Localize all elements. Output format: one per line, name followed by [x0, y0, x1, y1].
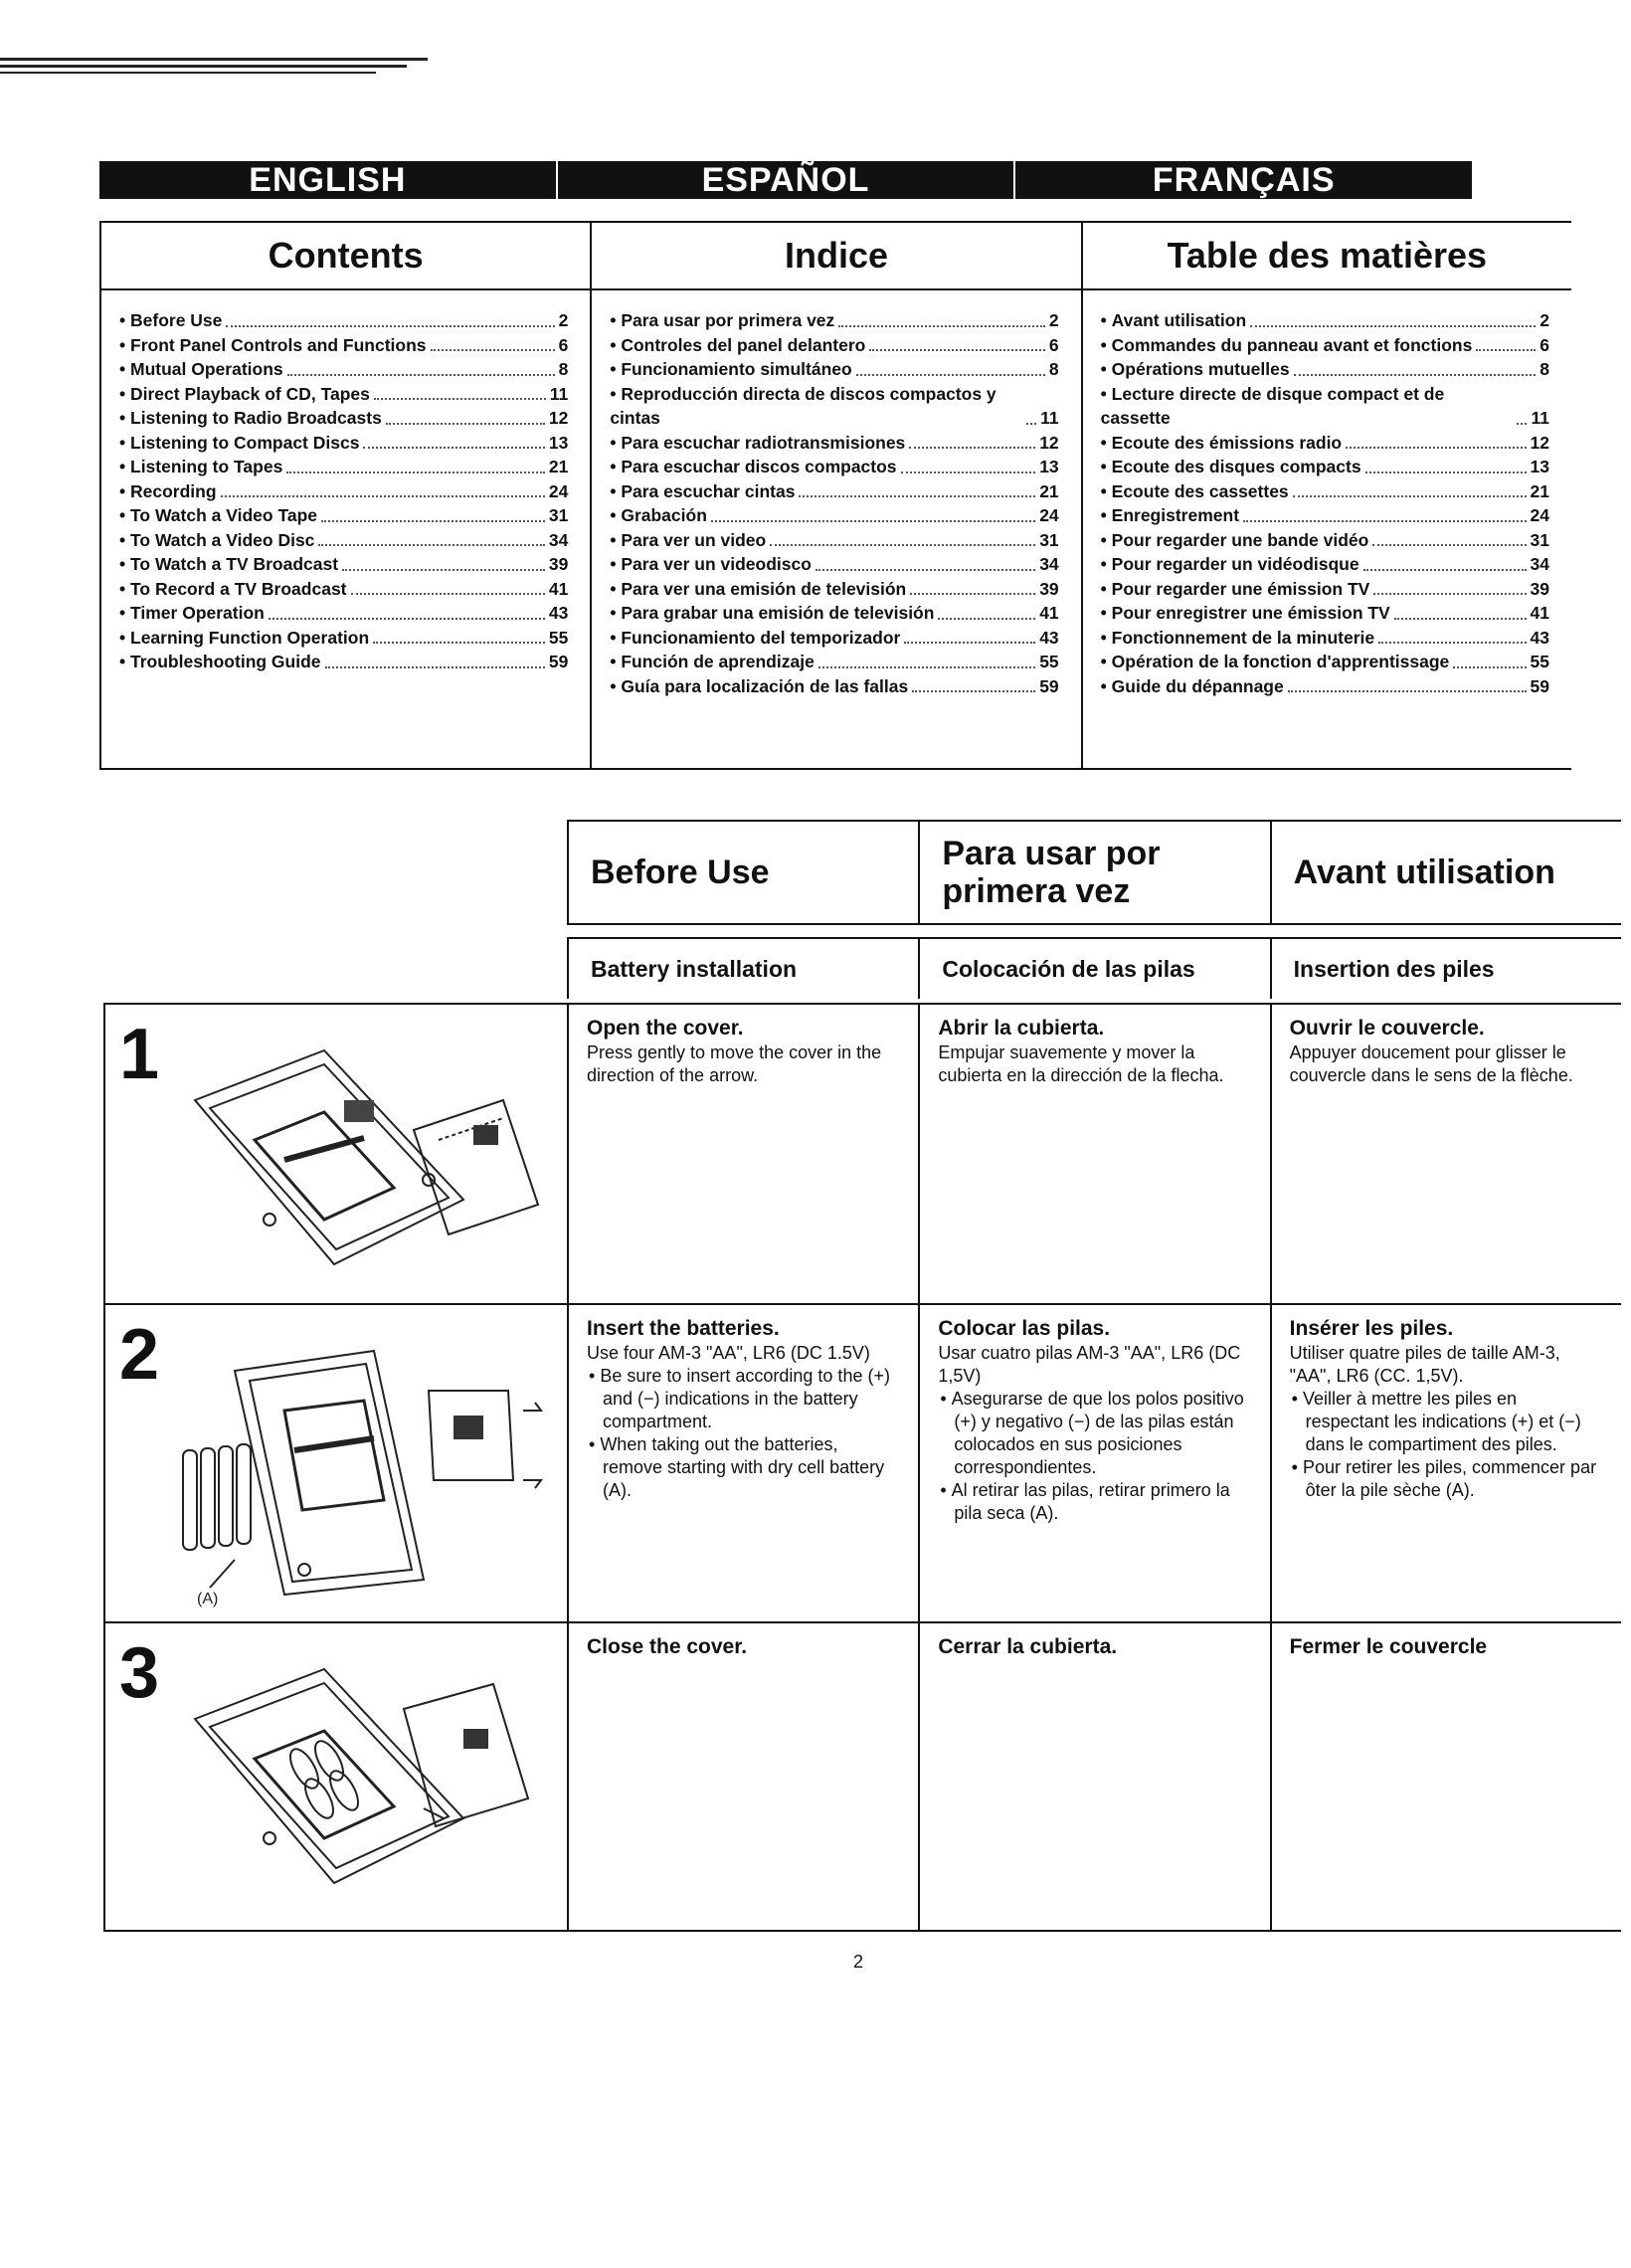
- toc-item-title: • Reproducción directa de discos compactos y cintas: [610, 382, 1022, 431]
- steps-table: [103, 1003, 1621, 1932]
- toc-item-title: • Grabación: [610, 503, 707, 528]
- toc-item: [119, 308, 568, 333]
- step-bullet: • When taking out the batteries, remove starting with dry cell battery (A).: [587, 1433, 898, 1502]
- toc-leader-dots: [342, 569, 545, 571]
- toc-item-title: • Avant utilisation: [1101, 308, 1246, 333]
- toc-item-page: 31: [1039, 529, 1059, 550]
- language-english: ENGLISH: [99, 161, 558, 199]
- toc-item-page: 12: [548, 408, 569, 428]
- toc-item-title: • Guide du dépannage: [1101, 674, 1284, 699]
- toc-item-page: 21: [1039, 480, 1059, 501]
- toc-item-page: 24: [1530, 505, 1549, 525]
- toc-item-page: 8: [1048, 359, 1059, 379]
- toc-item: [1101, 552, 1549, 577]
- battery-label: (A): [197, 1591, 219, 1607]
- toc-item-page: 11: [1531, 408, 1549, 428]
- toc-item-title: • Enregistrement: [1101, 503, 1239, 528]
- step-bullet: • Veiller à mettre les piles en respectant les indications (+) et (−) dans le compartiment des piles.: [1290, 1388, 1601, 1456]
- toc-item: [119, 626, 568, 651]
- step-title: Cerrar la cubierta.: [938, 1635, 1118, 1658]
- toc-item: [119, 650, 568, 674]
- toc-item: [119, 503, 568, 528]
- toc-item-title: • Función de aprendizaje: [610, 650, 814, 674]
- toc-item: [1101, 479, 1549, 504]
- toc-leader-dots: [1453, 666, 1526, 668]
- section-title-french: Avant utilisation: [1270, 822, 1621, 923]
- toc-item-title: • Mutual Operations: [119, 357, 283, 382]
- toc-item-page: 13: [548, 432, 569, 453]
- table-of-contents: [99, 221, 1571, 770]
- toc-item: [1101, 674, 1549, 699]
- decorative-rule: [0, 58, 428, 78]
- toc-item-title: • Lecture directe de disque compact et de cassette: [1101, 382, 1514, 431]
- toc-item-page: 34: [1530, 554, 1549, 574]
- toc-leader-dots: [1476, 349, 1536, 351]
- step-title: Colocar las pilas.: [938, 1317, 1111, 1340]
- toc-item-page: 39: [1530, 578, 1549, 599]
- toc-item-page: 34: [548, 529, 569, 550]
- toc-item: [119, 431, 568, 456]
- toc-item-page: 6: [1540, 334, 1549, 355]
- toc-item: [119, 577, 568, 602]
- toc-item: [610, 601, 1058, 626]
- toc-item-page: 31: [1530, 529, 1549, 550]
- step-bullet: • Be sure to insert according to the (+) and (−) indications in the battery compartment.: [587, 1365, 898, 1433]
- toc-leader-dots: [1394, 618, 1527, 620]
- toc-leader-dots: [221, 495, 545, 497]
- step-row: [103, 1621, 1621, 1932]
- toc-item: [1101, 601, 1549, 626]
- toc-leader-dots: [1026, 423, 1036, 425]
- toc-item-page: 39: [1039, 578, 1059, 599]
- toc-item-page: 24: [1039, 505, 1059, 525]
- toc-item-title: • To Watch a TV Broadcast: [119, 552, 338, 577]
- toc-item: [119, 552, 568, 577]
- toc-leader-dots: [286, 472, 545, 473]
- toc-item-page: 13: [1039, 457, 1059, 476]
- toc-leader-dots: [1250, 325, 1536, 327]
- toc-item: [119, 479, 568, 504]
- toc-leader-dots: [838, 325, 1045, 327]
- toc-item: [119, 382, 568, 407]
- toc-leader-dots: [287, 374, 555, 376]
- toc-item: [610, 455, 1058, 479]
- toc-item-title: • Troubleshooting Guide: [119, 650, 321, 674]
- step-col-french: [1270, 1305, 1621, 1621]
- toc-item-title: • Direct Playback of CD, Tapes: [119, 382, 370, 407]
- toc-leader-dots: [1365, 472, 1527, 473]
- toc-item-page: 55: [548, 627, 569, 648]
- toc-item-page: 55: [1039, 652, 1059, 671]
- toc-item: [610, 382, 1058, 431]
- toc-leader-dots: [1288, 690, 1527, 692]
- toc-item-page: 43: [1530, 627, 1549, 648]
- toc-item: [610, 308, 1058, 333]
- toc-item-title: • Recording: [119, 479, 217, 504]
- step-row: [103, 1003, 1621, 1303]
- toc-item: [119, 357, 568, 382]
- toc-item-page: 43: [548, 603, 569, 623]
- toc-leader-dots: [318, 544, 544, 546]
- toc-item: [1101, 503, 1549, 528]
- toc-heading: Table des matières: [1083, 223, 1571, 290]
- step-illustration: [103, 1005, 567, 1303]
- toc-item: [610, 503, 1058, 528]
- toc-item-title: • Before Use: [119, 308, 222, 333]
- toc-leader-dots: [374, 398, 546, 400]
- toc-item-page: 21: [548, 457, 569, 476]
- toc-item-title: • Learning Function Operation: [119, 626, 369, 651]
- step-title: Close the cover.: [587, 1635, 748, 1658]
- toc-item-title: • Para escuchar cintas: [610, 479, 795, 504]
- language-bar: [99, 161, 1472, 199]
- step-text: Utiliser quatre piles de taille AM-3, "AA", LR6 (CC. 1,5V).: [1289, 1343, 1560, 1386]
- toc-leader-dots: [816, 569, 1035, 571]
- toc-heading: Contents: [101, 223, 590, 290]
- step-illustration: [103, 1305, 567, 1621]
- toc-item-page: 2: [558, 310, 569, 330]
- toc-item: [119, 601, 568, 626]
- toc-leader-dots: [226, 325, 554, 327]
- toc-list: [101, 290, 590, 674]
- step-col-english: [567, 1623, 918, 1930]
- toc-item-page: 12: [1039, 432, 1059, 453]
- step-text: Appuyer doucement pour glisser le couvercle dans le sens de la flèche.: [1289, 1042, 1573, 1085]
- step-number: 1: [119, 1015, 160, 1094]
- step-title: Insert the batteries.: [587, 1317, 780, 1340]
- toc-item: [119, 528, 568, 553]
- step-bullet: • Al retirar las pilas, retirar primero la pila seca (A).: [938, 1479, 1249, 1525]
- toc-item: [610, 674, 1058, 699]
- step-title: Insérer les piles.: [1289, 1317, 1454, 1340]
- toc-leader-dots: [1243, 520, 1526, 522]
- toc-leader-dots: [901, 472, 1036, 473]
- step-text: Use four AM-3 "AA", LR6 (DC 1.5V): [587, 1343, 870, 1363]
- toc-item: [1101, 455, 1549, 479]
- toc-heading: Indice: [592, 223, 1080, 290]
- toc-leader-dots: [869, 349, 1045, 351]
- toc-list: [592, 290, 1080, 698]
- toc-item: [610, 479, 1058, 504]
- toc-item-page: 59: [1530, 675, 1549, 696]
- toc-leader-dots: [386, 423, 545, 425]
- toc-leader-dots: [910, 593, 1035, 595]
- toc-item: [1101, 626, 1549, 651]
- toc-item-page: 39: [548, 554, 569, 574]
- step-bullet: • Asegurarse de que los polos positivo (+) y negativo (−) de las pilas están colocados en sus posiciones correspondientes.: [938, 1388, 1249, 1479]
- toc-leader-dots: [321, 520, 545, 522]
- step-col-english: [567, 1305, 918, 1621]
- subsection-title-english: Battery installation: [567, 939, 918, 999]
- toc-leader-dots: [938, 618, 1035, 620]
- toc-item-title: • To Record a TV Broadcast: [119, 577, 347, 602]
- toc-leader-dots: [1346, 447, 1526, 449]
- toc-item-page: 34: [1039, 554, 1059, 574]
- toc-item: [1101, 308, 1549, 333]
- toc-item-title: • Para usar por primera vez: [610, 308, 834, 333]
- toc-item-page: 21: [1530, 480, 1549, 501]
- step-col-french: [1270, 1005, 1621, 1303]
- toc-item-title: • Pour regarder un vidéodisque: [1101, 552, 1359, 577]
- toc-item-title: • To Watch a Video Tape: [119, 503, 317, 528]
- remote-open-cover-illustration: [175, 1031, 553, 1289]
- step-col-spanish: [918, 1623, 1269, 1930]
- step-title: Abrir la cubierta.: [938, 1017, 1105, 1040]
- toc-leader-dots: [269, 618, 545, 620]
- step-illustration: [103, 1623, 567, 1930]
- toc-leader-dots: [325, 666, 545, 668]
- toc-item-page: 43: [1039, 627, 1059, 648]
- toc-list: [1083, 290, 1571, 698]
- step-col-spanish: [918, 1305, 1269, 1621]
- toc-item: [610, 577, 1058, 602]
- toc-leader-dots: [431, 349, 555, 351]
- toc-item-title: • Listening to Tapes: [119, 455, 282, 479]
- language-french: FRANÇAIS: [1152, 161, 1336, 199]
- toc-item-title: • Para ver un videodisco: [610, 552, 812, 577]
- toc-item: [610, 431, 1058, 456]
- toc-leader-dots: [363, 447, 544, 449]
- toc-item-page: 8: [558, 359, 569, 379]
- toc-item-page: 2: [1540, 310, 1549, 330]
- toc-item: [119, 406, 568, 431]
- toc-item-title: • Funcionamiento simultáneo: [610, 357, 851, 382]
- step-col-english: [567, 1005, 918, 1303]
- toc-leader-dots: [909, 447, 1035, 449]
- toc-item: [119, 333, 568, 358]
- toc-item: [1101, 577, 1549, 602]
- step-bullets: [587, 1365, 898, 1502]
- toc-item: [1101, 528, 1549, 553]
- toc-leader-dots: [1363, 569, 1527, 571]
- toc-item-title: • Para ver una emisión de televisión: [610, 577, 906, 602]
- section-title-spanish: Para usar por primera vez: [918, 822, 1269, 923]
- remote-close-cover-illustration: [175, 1649, 553, 1908]
- toc-leader-dots: [912, 690, 1035, 692]
- page-number: 2: [853, 1952, 864, 1972]
- toc-item-page: 41: [548, 578, 569, 599]
- toc-item-title: • Listening to Radio Broadcasts: [119, 406, 382, 431]
- toc-item-page: 41: [1039, 603, 1059, 623]
- subsection-title-spanish: Colocación de las pilas: [918, 939, 1269, 999]
- toc-leader-dots: [856, 374, 1045, 376]
- toc-spanish: [590, 223, 1080, 768]
- step-col-french: [1270, 1623, 1621, 1930]
- step-row: [103, 1303, 1621, 1621]
- toc-item-title: • Fonctionnement de la minuterie: [1101, 626, 1374, 651]
- step-bullets: [938, 1388, 1249, 1525]
- toc-item-title: • Para grabar una emisión de televisión: [610, 601, 934, 626]
- toc-item-title: • Pour enregistrer une émission TV: [1101, 601, 1390, 626]
- step-title: Open the cover.: [587, 1017, 744, 1040]
- toc-item-title: • Pour regarder une émission TV: [1101, 577, 1370, 602]
- toc-item-title: • Funcionamiento del temporizador: [610, 626, 900, 651]
- toc-item: [610, 650, 1058, 674]
- toc-item: [610, 333, 1058, 358]
- toc-item-page: 41: [1530, 603, 1549, 623]
- toc-item-title: • Timer Operation: [119, 601, 265, 626]
- remote-batteries-illustration: [175, 1331, 563, 1609]
- toc-item-title: • Listening to Compact Discs: [119, 431, 359, 456]
- toc-leader-dots: [1373, 593, 1526, 595]
- toc-item: [610, 552, 1058, 577]
- toc-item-page: 59: [1039, 675, 1059, 696]
- toc-leader-dots: [1378, 642, 1526, 644]
- toc-item-title: • Ecoute des disques compacts: [1101, 455, 1361, 479]
- toc-item-page: 13: [1530, 457, 1549, 476]
- step-title: Fermer le couvercle: [1289, 1635, 1488, 1658]
- toc-item-page: 12: [1530, 432, 1549, 453]
- toc-item: [610, 528, 1058, 553]
- step-number: 2: [119, 1315, 160, 1395]
- toc-english: [99, 223, 590, 768]
- toc-leader-dots: [1293, 495, 1527, 497]
- toc-item-page: 2: [1048, 310, 1059, 330]
- toc-item: [1101, 382, 1549, 431]
- toc-item-title: • Ecoute des cassettes: [1101, 479, 1289, 504]
- section-title-english: Before Use: [567, 822, 918, 923]
- toc-item-title: • Commandes du panneau avant et fonctions: [1101, 333, 1473, 358]
- toc-item-page: 11: [549, 383, 569, 404]
- step-title: Ouvrir le couvercle.: [1289, 1017, 1485, 1040]
- toc-item-page: 6: [558, 334, 569, 355]
- step-text: Usar cuatro pilas AM-3 "AA", LR6 (DC 1,5V): [938, 1343, 1241, 1386]
- step-bullets: [1290, 1388, 1601, 1502]
- toc-item-page: 24: [548, 480, 569, 501]
- toc-item: [1101, 357, 1549, 382]
- toc-leader-dots: [818, 666, 1035, 668]
- toc-item-page: 8: [1540, 359, 1549, 379]
- toc-item-page: 59: [548, 652, 569, 671]
- subsection-header: [567, 937, 1621, 999]
- toc-item-title: • Pour regarder une bande vidéo: [1101, 528, 1369, 553]
- toc-item-title: • Controles del panel delantero: [610, 333, 865, 358]
- toc-leader-dots: [770, 544, 1035, 546]
- toc-item-page: 11: [1040, 408, 1059, 428]
- toc-item-title: • Opération de la fonction d'apprentissage: [1101, 650, 1450, 674]
- toc-item: [1101, 431, 1549, 456]
- toc-item-title: • Para escuchar discos compactos: [610, 455, 896, 479]
- toc-item-page: 6: [1048, 334, 1059, 355]
- toc-item-page: 55: [1530, 652, 1549, 671]
- toc-item: [610, 626, 1058, 651]
- toc-item-title: • To Watch a Video Disc: [119, 528, 314, 553]
- toc-item: [119, 455, 568, 479]
- section-header: [567, 820, 1621, 925]
- toc-french: [1081, 223, 1571, 768]
- toc-item: [1101, 333, 1549, 358]
- step-number: 3: [119, 1633, 160, 1713]
- toc-leader-dots: [799, 495, 1035, 497]
- toc-leader-dots: [373, 642, 545, 644]
- step-col-spanish: [918, 1005, 1269, 1303]
- toc-item: [610, 357, 1058, 382]
- toc-leader-dots: [1372, 544, 1526, 546]
- toc-item-title: • Para escuchar radiotransmisiones: [610, 431, 905, 456]
- toc-item: [1101, 650, 1549, 674]
- step-text: Press gently to move the cover in the direction of the arrow.: [587, 1042, 882, 1085]
- toc-leader-dots: [351, 593, 545, 595]
- toc-leader-dots: [1517, 423, 1527, 425]
- toc-item-title: • Front Panel Controls and Functions: [119, 333, 427, 358]
- language-spanish: ESPAÑOL: [558, 161, 1016, 199]
- step-text: Empujar suavemente y mover la cubierta en la dirección de la flecha.: [938, 1042, 1224, 1085]
- toc-item-title: • Para ver un video: [610, 528, 766, 553]
- toc-leader-dots: [904, 642, 1035, 644]
- toc-item-page: 31: [548, 505, 569, 525]
- toc-item-title: • Guía para localización de las fallas: [610, 674, 908, 699]
- step-bullet: • Pour retirer les piles, commencer par ôter la pile sèche (A).: [1290, 1456, 1601, 1502]
- toc-leader-dots: [1294, 374, 1537, 376]
- toc-item-title: • Opérations mutuelles: [1101, 357, 1290, 382]
- toc-leader-dots: [711, 520, 1035, 522]
- toc-item-title: • Ecoute des émissions radio: [1101, 431, 1342, 456]
- subsection-title-french: Insertion des piles: [1270, 939, 1621, 999]
